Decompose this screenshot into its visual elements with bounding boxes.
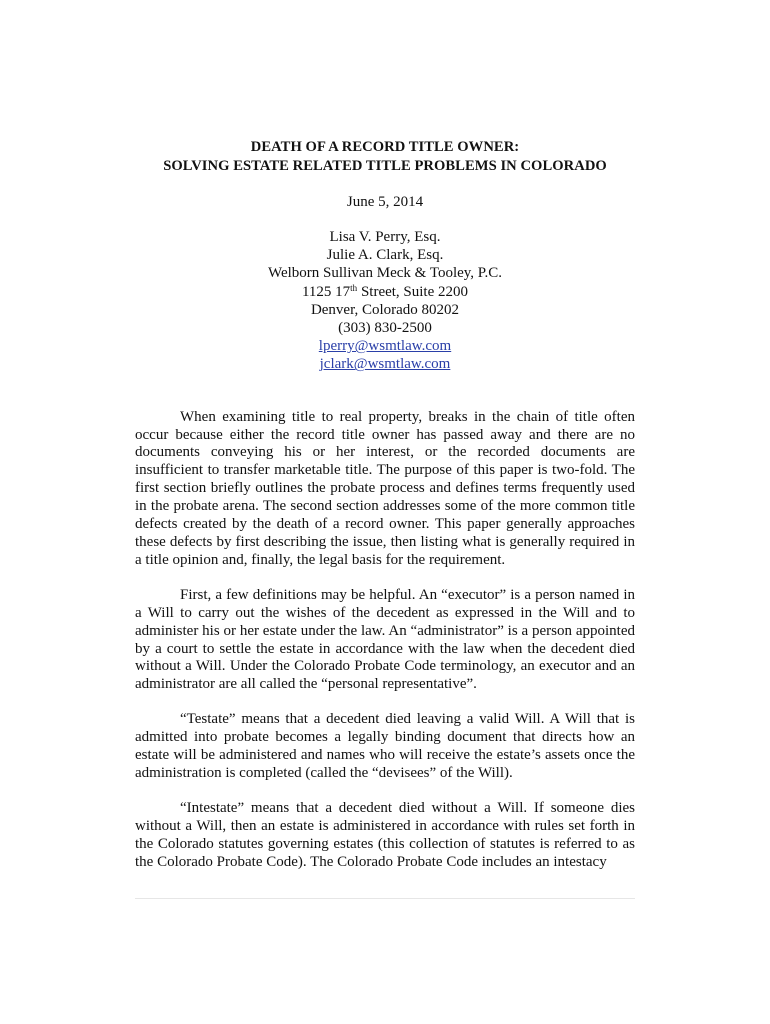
- email-link-2[interactable]: jclark@wsmtlaw.com: [319, 356, 451, 373]
- city-state-zip: Denver, Colorado 80202: [310, 301, 460, 318]
- address-ordinal-suffix: th: [350, 282, 358, 293]
- author-1: Lisa V. Perry, Esq.: [329, 229, 441, 245]
- title-line-2: SOLVING ESTATE RELATED TITLE PROBLEMS IN COLORADO: [163, 158, 607, 174]
- law-firm: Welborn Sullivan Meck & Tooley, P.C.: [268, 265, 502, 282]
- body-paragraph-4: “Intestate” means that a decedent died without a Will. If someone dies without a Will, then an estate is administered in accordance with rules set forth in the Colorado statutes governing estates (this collection of statutes is referred to as the Colorado Probate Code). The Colorado Probate Code includes an intestacy: [135, 799, 635, 870]
- body-paragraph-3: “Testate” means that a decedent died leaving a valid Will. A Will that is admitted into probate becomes a legally binding document that directs how an estate will be administered and names who will receive the estate’s assets once the administration is completed (called the “devisees” of the Will).: [135, 711, 635, 781]
- body-paragraph-2: First, a few definitions may be helpful. An “executor” is a person named in a Will to carry out the wishes of the decedent as expressed in the Will and to administer his or her estate under the law. An “administrator” is a person appointed by a court to settle the estate in accordance with the law when the decedent died without a Will. Under the Colorado Probate Code terminology, an executor and an administrator are all called the “personal representative”.: [135, 586, 635, 693]
- title-line-1: DEATH OF A RECORD TITLE OWNER:: [250, 139, 520, 155]
- author-block: [135, 228, 635, 374]
- document-date: June 5, 2014: [346, 194, 424, 210]
- street-address: [135, 283, 635, 301]
- document-title: [135, 138, 635, 176]
- address-rest: Street, Suite 2200: [357, 283, 469, 300]
- phone-number: (303) 830-2500: [338, 320, 432, 337]
- footer-divider: [135, 898, 635, 899]
- email-link-1[interactable]: lperry@wsmtlaw.com: [318, 338, 452, 355]
- body-paragraph-1: When examining title to real property, breaks in the chain of title often occur because either the record title owner has passed away and there are no documents conveying his or her interest, or the recorded documents are insufficient to transfer marketable title. The purpose of this paper is two-fold. The first section briefly outlines the probate process and defines terms frequently used in the probate arena. The second section addresses some of the more common title defects created by the death of a record owner. This paper generally approaches these defects by first describing the issue, then listing what is generally required in a title opinion and, finally, the legal basis for the requirement.: [135, 408, 635, 568]
- author-2: Julie A. Clark, Esq.: [326, 247, 444, 264]
- address-number: 1125 17: [301, 283, 351, 300]
- document-content: [135, 138, 635, 871]
